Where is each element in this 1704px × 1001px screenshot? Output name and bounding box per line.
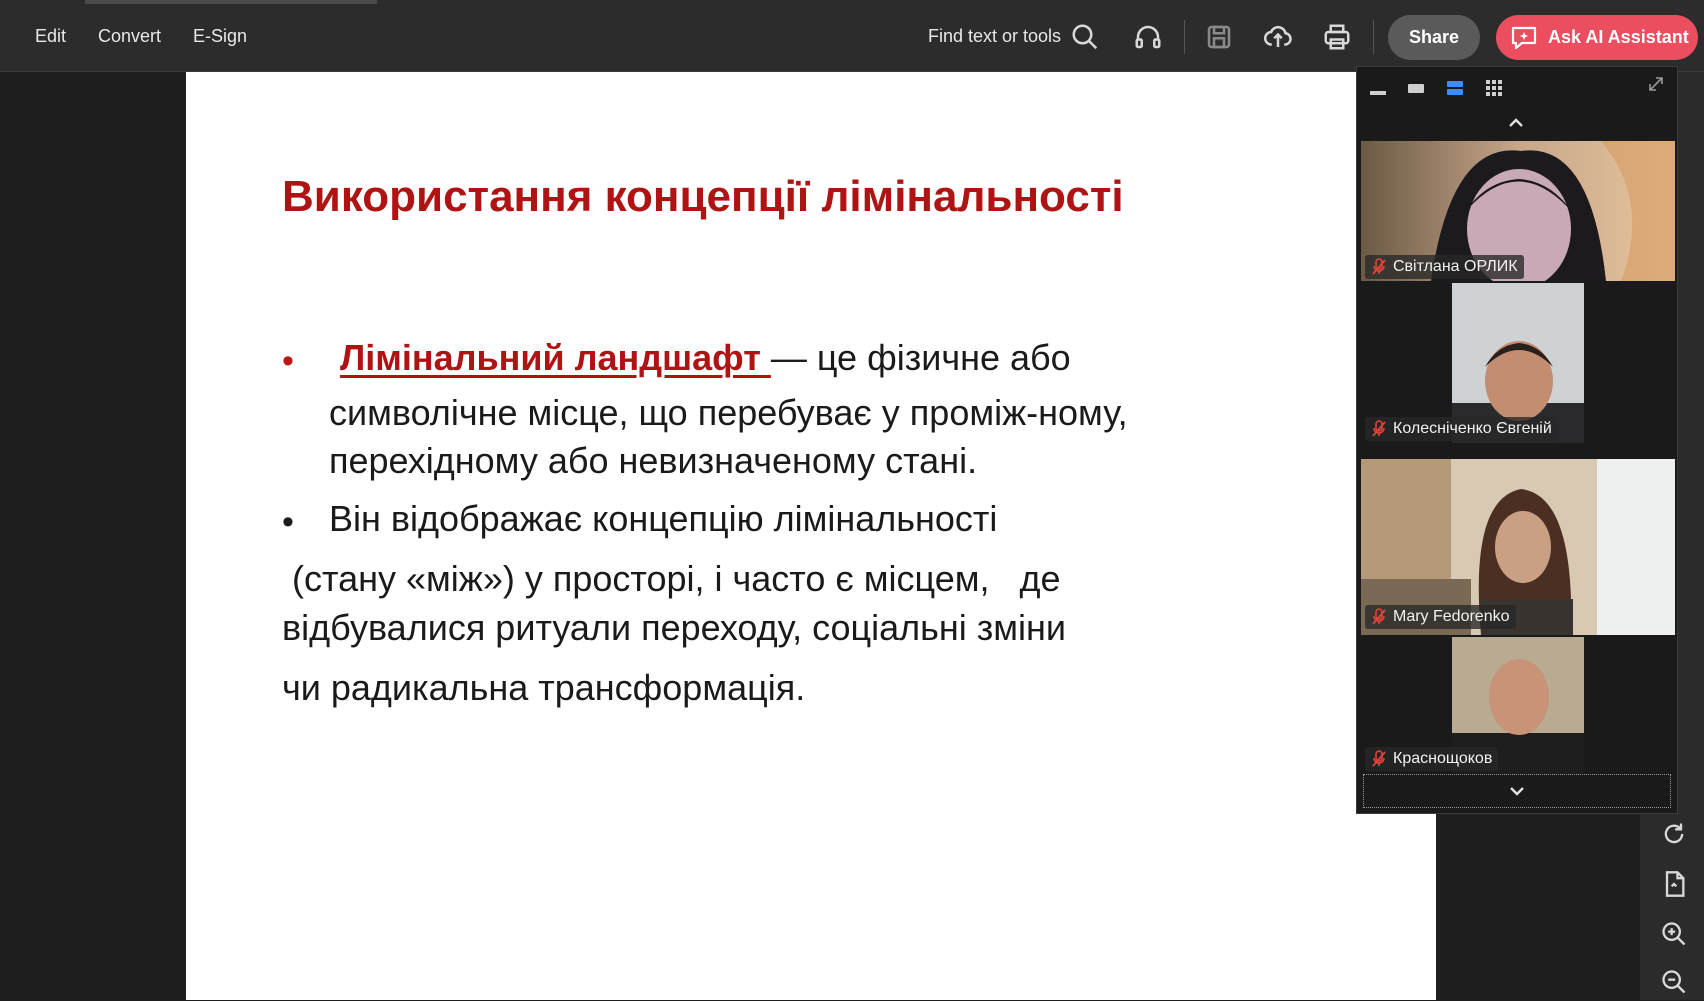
mic-muted-icon	[1371, 420, 1387, 438]
zoom-in-icon[interactable]	[1660, 920, 1688, 948]
bullet2-line3: відбувалися ритуали переходу, соціальні зміни	[282, 607, 1067, 648]
meeting-view-toolbar	[1357, 67, 1677, 107]
participant-tile[interactable]	[1361, 283, 1675, 443]
participant-name-tag	[1365, 605, 1516, 629]
ask-ai-assistant-button[interactable]	[1496, 15, 1698, 60]
rotate-icon[interactable]	[1660, 820, 1688, 848]
save-icon[interactable]	[1204, 22, 1234, 52]
scroll-down-chevron-icon[interactable]	[1502, 781, 1532, 801]
cloud-upload-icon[interactable]	[1263, 22, 1293, 52]
scroll-down-bar[interactable]	[1363, 774, 1671, 808]
bullet-marker: •	[282, 503, 294, 541]
menu-edit[interactable]: Edit	[35, 26, 67, 46]
participant-tile[interactable]	[1361, 141, 1675, 281]
slide-title: Використання концепції лімінальності	[282, 172, 1124, 221]
expand-icon[interactable]	[1645, 75, 1667, 93]
bullet1-definition-start: — це фізичне або	[770, 337, 1071, 378]
participant-name-tag	[1365, 255, 1524, 279]
participant-name: Світлана ОРЛИК	[1393, 258, 1518, 275]
print-icon[interactable]	[1322, 22, 1352, 52]
participant-name-tag	[1365, 417, 1558, 441]
strip-view-icon[interactable]	[1444, 79, 1466, 97]
term-liminal-landscape: Лімінальний ландшафт	[340, 337, 771, 378]
video-meeting-panel	[1356, 66, 1678, 814]
share-button[interactable]: Share	[1388, 15, 1480, 60]
bullet1-line2: символічне місце, що перебуває у проміж-ному,	[329, 392, 1128, 433]
find-tools-label[interactable]: Find text or tools	[928, 26, 1062, 46]
toolbar-divider	[1373, 20, 1374, 54]
bullet2-line1: Він відображає концепцію лімінальності	[329, 498, 998, 539]
participant-tile[interactable]	[1361, 637, 1675, 773]
tab-indicator	[85, 0, 377, 4]
participant-name: Колесніченко Євгеній	[1393, 420, 1552, 437]
bullet2-line2: (стану «між») у просторі, і часто є місцем, де	[282, 558, 1061, 599]
bullet2-line4: чи радикальна трансформація.	[282, 667, 806, 708]
bullet-marker: •	[282, 342, 294, 380]
bullet1-line1	[340, 337, 1071, 379]
participant-tile[interactable]	[1361, 459, 1675, 635]
toolbar-divider	[1184, 20, 1185, 54]
speaker-view-icon[interactable]	[1405, 79, 1427, 97]
search-icon[interactable]	[1070, 22, 1100, 52]
menu-convert[interactable]: Convert	[98, 26, 162, 46]
headphones-icon[interactable]	[1133, 22, 1163, 52]
gallery-view-icon[interactable]	[1483, 79, 1505, 97]
participant-name: Mary Fedorenko	[1393, 608, 1510, 625]
mic-muted-icon	[1371, 750, 1387, 768]
top-toolbar	[0, 0, 1704, 72]
minimize-view-icon[interactable]	[1367, 79, 1389, 97]
zoom-out-icon[interactable]	[1660, 968, 1688, 996]
bullet1-line3: перехідному або невизначеному стані.	[329, 440, 978, 481]
menu-esign[interactable]: E-Sign	[193, 26, 248, 46]
participant-name-tag	[1365, 747, 1498, 771]
mic-muted-icon	[1371, 608, 1387, 626]
mic-muted-icon	[1371, 258, 1387, 276]
ai-chat-icon	[1510, 25, 1538, 51]
ask-ai-label: Ask AI Assistant	[1548, 27, 1689, 47]
page-extract-icon[interactable]	[1660, 870, 1688, 898]
pdf-page[interactable]	[186, 72, 1436, 1000]
participant-name: Краснощоков	[1393, 750, 1493, 767]
scroll-up-chevron-icon[interactable]	[1501, 113, 1531, 133]
